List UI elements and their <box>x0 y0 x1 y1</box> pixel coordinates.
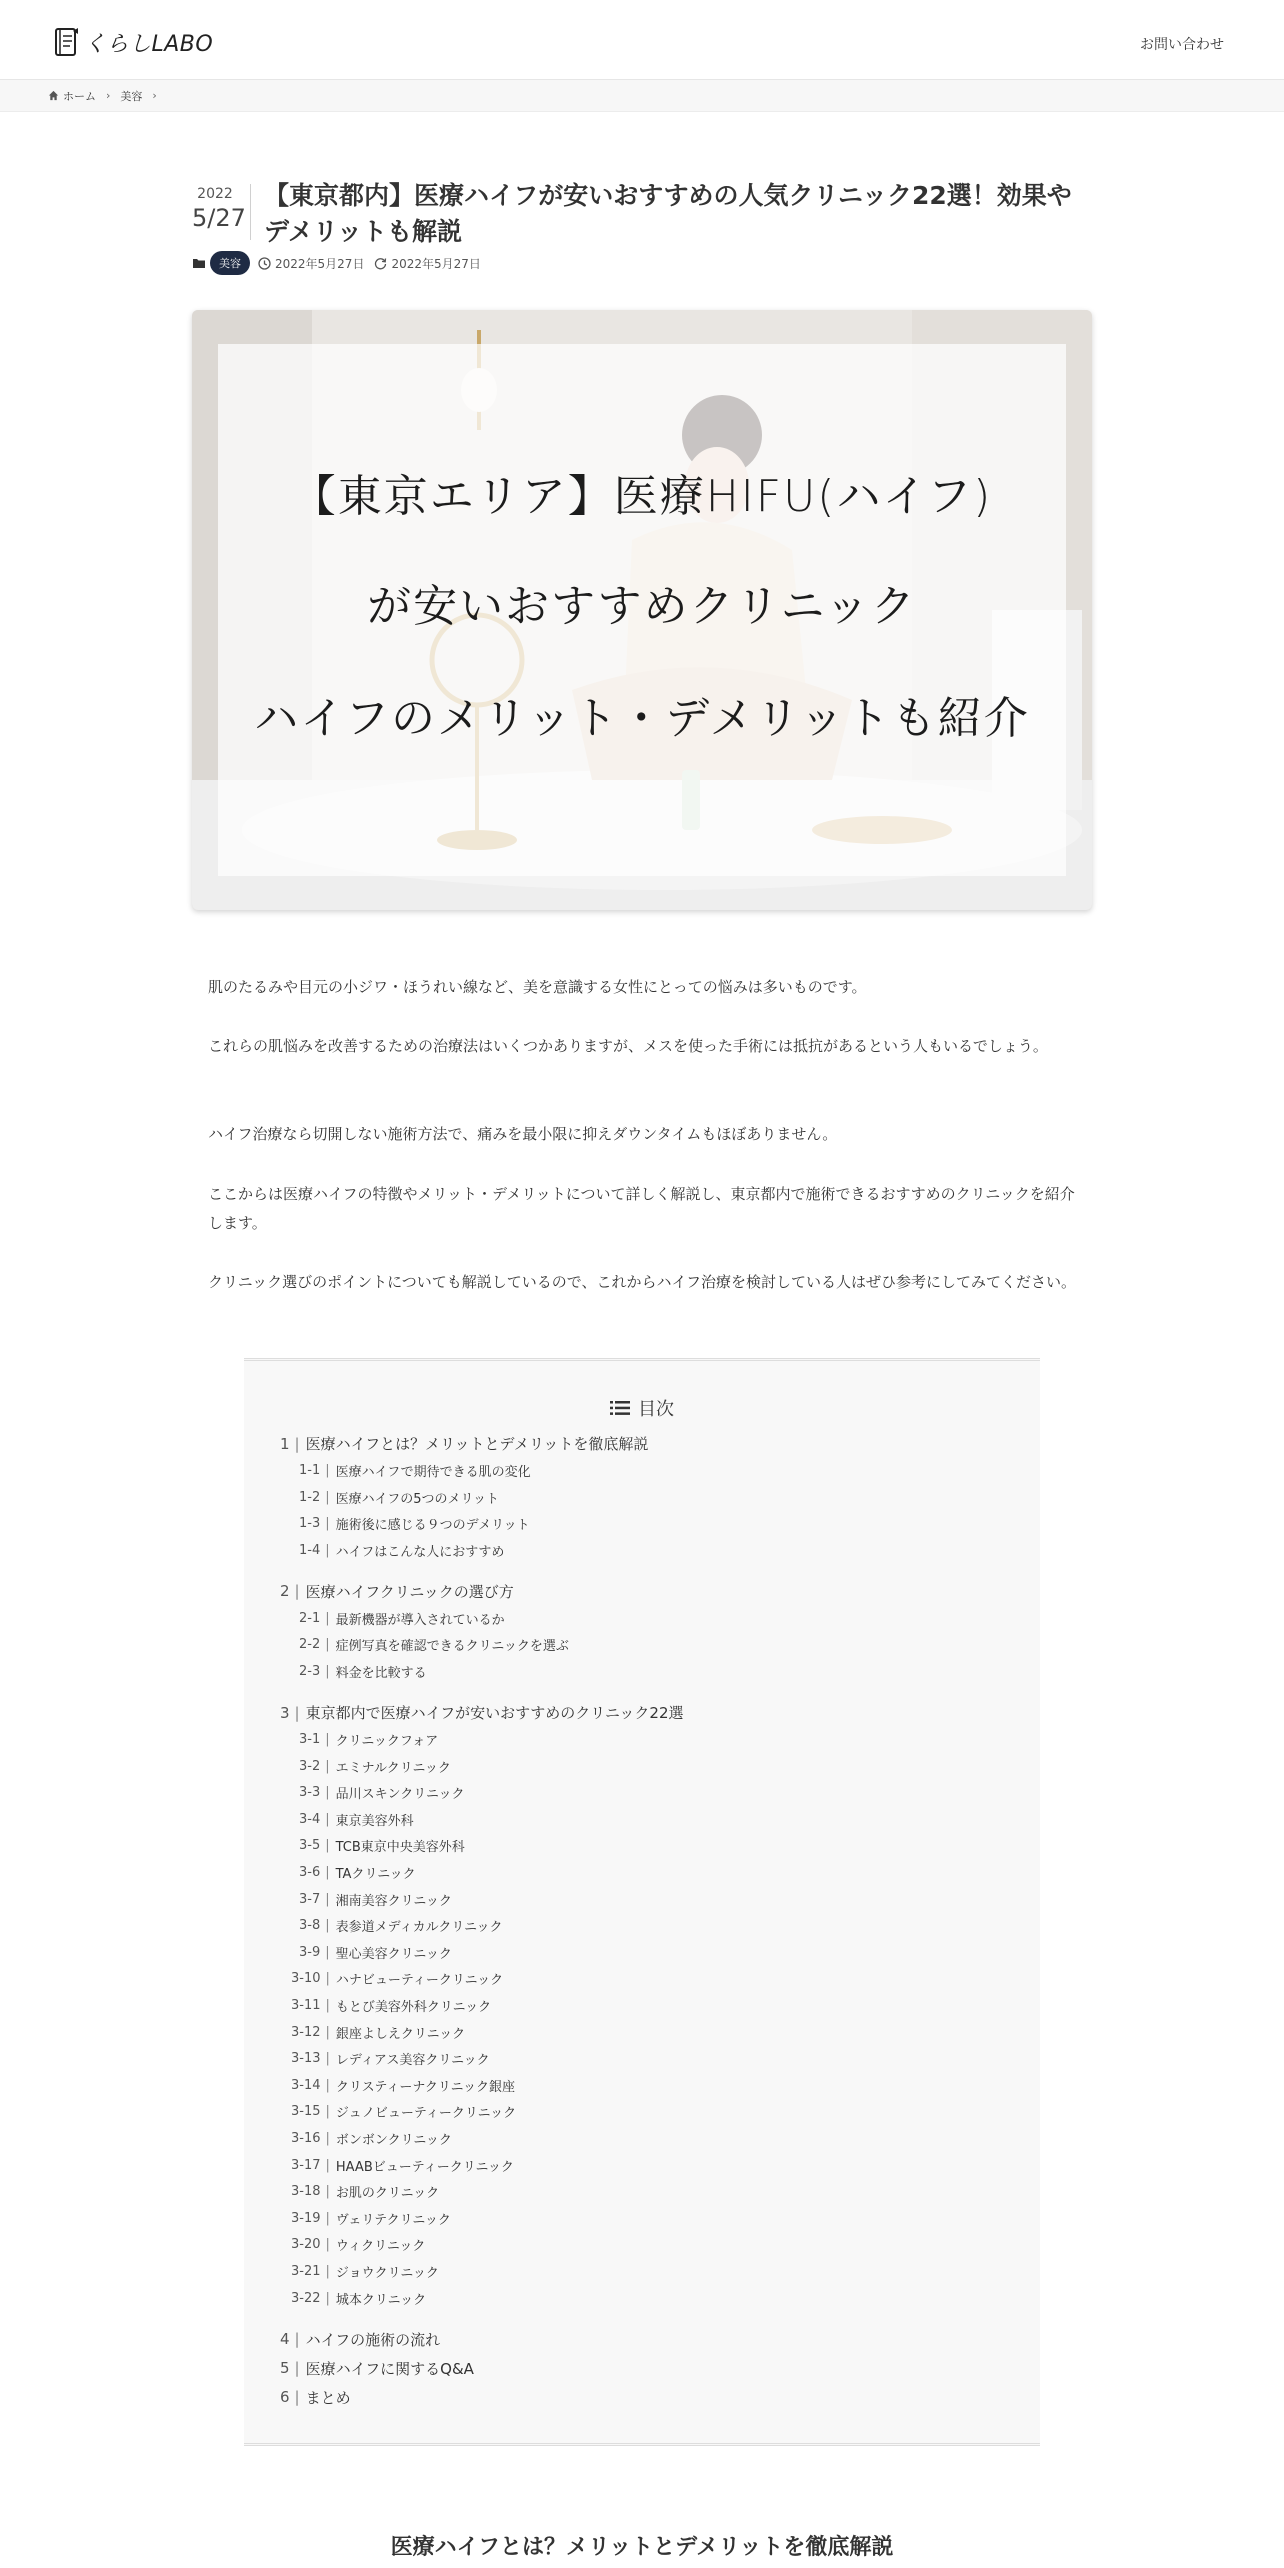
page-title: 【東京都内】医療ハイフが安いおすすめの人気クリニック22選！効果やデメリットも解説 <box>264 181 1072 247</box>
toc-subitem[interactable] <box>299 1514 530 1533</box>
toc-item-label: HAABビューティークリニック <box>335 2159 514 2175</box>
toc-item-number: 2-3 <box>299 1664 321 1679</box>
toc-subitem[interactable] <box>291 2129 452 2148</box>
toc-subitem[interactable] <box>291 2182 439 2201</box>
toc-subitem[interactable] <box>299 1943 452 1962</box>
toc-separator: | <box>325 1865 330 1880</box>
toc-item-number: 1 <box>280 1434 290 1453</box>
toc-subitem[interactable] <box>291 2235 425 2254</box>
toc-item-number: 2-1 <box>299 1610 321 1626</box>
toc-separator: | <box>325 1758 330 1774</box>
toc-separator: | <box>325 1732 330 1747</box>
site-logo[interactable] <box>52 26 213 58</box>
toc-item-number: 3-2 <box>299 1758 321 1774</box>
toc-title-label: 目次 <box>638 1399 674 1420</box>
toc-subitem[interactable] <box>291 2156 514 2175</box>
toc-item-number: 3-16 <box>291 2131 321 2146</box>
toc-separator: | <box>325 2290 330 2306</box>
toc-item-number: 3-9 <box>299 1944 321 1960</box>
toc-item-label: ウィクリニック <box>335 2239 426 2255</box>
toc-subitem[interactable] <box>299 1783 464 1802</box>
toc-item-number: 3-1 <box>299 1732 321 1747</box>
toc-item-label: レディアス美容クリニック <box>335 2053 490 2069</box>
toc-item-label: 料金を比較する <box>335 1666 427 1681</box>
toc-separator: | <box>325 1610 330 1626</box>
toc-item-label: クリスティーナクリニック銀座 <box>335 2079 516 2095</box>
toc-subitem[interactable] <box>299 1863 416 1882</box>
toc-item-label: 医療ハイフクリニックの選び方 <box>305 1582 514 1601</box>
toc-item[interactable] <box>280 2387 351 2408</box>
toc-item[interactable] <box>280 1702 684 1723</box>
home-icon <box>48 90 59 101</box>
post-meta <box>192 251 489 275</box>
toc-item-number: 3-15 <box>291 2104 321 2120</box>
toc-subitem[interactable] <box>299 1488 499 1507</box>
toc-item-label: クリニックフォア <box>335 1734 439 1749</box>
toc-item-number: 1-4 <box>299 1542 321 1558</box>
toc-item-number: 3-10 <box>291 1971 321 1987</box>
toc-item-number: 3-8 <box>299 1918 321 1934</box>
toc-separator: | <box>325 1637 330 1653</box>
toc-subitem[interactable] <box>291 2289 426 2308</box>
intro-paragraph: クリニック選びのポイントについても解説しているので、これからハイフ治療を検討している人はぜひ参考にしてみてください。 <box>208 1273 1077 1291</box>
toc-subitem[interactable] <box>299 1730 438 1749</box>
toc-item-label: 表参道メディカルクリニック <box>335 1920 503 1936</box>
intro-paragraph: 肌のたるみや目元の小ジワ・ほうれい線など、美を意識する女性にとっての悩みは多いものです。 <box>208 978 867 996</box>
toc-separator: | <box>325 2210 330 2226</box>
toc-separator: | <box>325 1918 330 1934</box>
toc-separator: | <box>325 1998 330 2013</box>
toc-item-label: 医療ハイフに関するQ&A <box>305 2359 474 2378</box>
breadcrumb-category[interactable]: 美容 <box>120 89 143 103</box>
toc-item-label: ハイフはこんな人におすすめ <box>335 1544 505 1560</box>
toc-item-label: ハイフの施術の流れ <box>305 2330 441 2349</box>
toc-item-number: 3-13 <box>291 2051 321 2067</box>
toc-item-number: 3-12 <box>291 2024 321 2040</box>
toc-separator: | <box>294 2388 300 2407</box>
toc-subitem[interactable] <box>299 1836 465 1855</box>
toc-item-number: 2 <box>280 1582 290 1601</box>
notebook-icon <box>52 26 80 58</box>
refresh-icon <box>374 257 387 270</box>
toc-item-label: 湘南美容クリニック <box>335 1893 452 1909</box>
toc-separator: | <box>325 2237 330 2253</box>
toc-item-label: 品川スキンクリニック <box>335 1787 465 1803</box>
toc-item-number: 3-11 <box>291 1998 321 2013</box>
intro-paragraph: ハイフ治療なら切開しない施術方法で、痛みを最小限に抑えダウンタイムもほぼありません。 <box>208 1125 838 1143</box>
intro-paragraph: ここからは医療ハイフの特徴やメリット・デメリットについて詳しく解説し、東京都内で施術できるおすすめのクリニックを紹介します。 <box>208 1185 1075 1232</box>
toc-separator: | <box>325 2024 330 2040</box>
toc-separator: | <box>325 1463 330 1478</box>
intro-paragraph: これらの肌悩みを改善するための治療法はいくつかありますが、メスを使った手術には抵抗があるという人もいるでしょう。 <box>208 1037 1048 1055</box>
toc-subitem[interactable] <box>291 2076 515 2095</box>
toc-item-label: ジョウクリニック <box>335 2266 439 2281</box>
post-date <box>192 186 246 232</box>
hero-image <box>192 310 1092 910</box>
published-date: 2022年5月27日 <box>275 256 365 271</box>
toc-separator: | <box>325 1489 330 1505</box>
toc-item-number: 3-6 <box>299 1865 321 1880</box>
breadcrumb-home[interactable] <box>48 88 96 104</box>
toc-item-number: 3-20 <box>291 2237 321 2253</box>
toc-separator: | <box>325 1516 330 1532</box>
toc-item-label: 東京都内で医療ハイフが安いおすすめのクリニック22選 <box>305 1704 684 1722</box>
toc-subitem[interactable] <box>291 2102 516 2121</box>
toc-item-label: お肌のクリニック <box>335 2186 440 2202</box>
toc-item-label: 医療ハイフで期待できる肌の変化 <box>335 1465 531 1480</box>
toc-item-label: TAクリニック <box>335 1867 416 1882</box>
toc-separator: | <box>325 1811 330 1827</box>
toc-item-number: 3-5 <box>299 1838 321 1854</box>
toc-item-number: 3-17 <box>291 2157 321 2173</box>
hero-caption-line-1: 【東京エリア】医療HIFU(ハイフ) <box>291 471 993 522</box>
site-header <box>0 0 1284 80</box>
chevron-right-icon: › <box>106 89 111 102</box>
toc-subitem[interactable] <box>299 1810 414 1829</box>
toc-item-number: 3-22 <box>291 2290 321 2306</box>
toc-item[interactable] <box>280 2358 474 2379</box>
toc-separator: | <box>325 1838 330 1854</box>
breadcrumb-home-label: ホーム <box>63 89 96 103</box>
toc-item-label: 医療ハイフとは？メリットとデメリットを徹底解説 <box>305 1435 649 1453</box>
toc-item-number: 1-2 <box>299 1489 321 1505</box>
toc-subitem[interactable] <box>299 1635 569 1654</box>
chevron-right-icon: › <box>152 89 157 102</box>
toc-item-number: 3-21 <box>291 2264 321 2279</box>
table-of-contents <box>244 1358 1040 2446</box>
toc-item-label: ハナビューティークリニック <box>335 1973 504 1989</box>
toc-subitem[interactable] <box>299 1541 504 1560</box>
toc-subitem[interactable] <box>291 2049 490 2068</box>
logo-text: くらしLABO <box>84 31 214 57</box>
toc-separator: | <box>325 2157 330 2173</box>
toc-separator: | <box>294 1582 300 1601</box>
toc-item-label: 症例写真を確認できるクリニックを選ぶ <box>335 1639 569 1655</box>
clock-icon <box>258 257 271 270</box>
toc-subitem[interactable] <box>291 2209 451 2228</box>
toc-item-number: 1-1 <box>299 1463 321 1478</box>
toc-item-label: 東京美容外科 <box>335 1813 414 1829</box>
toc-separator: | <box>325 1944 330 1960</box>
breadcrumb <box>0 80 1284 112</box>
toc-item-label: 医療ハイフの5つのメリット <box>335 1491 499 1507</box>
toc-separator: | <box>325 2051 330 2067</box>
toc-item-label: エミナルクリニック <box>335 1760 451 1776</box>
toc-item-number: 3-14 <box>291 2077 321 2093</box>
toc-item-number: 3-3 <box>299 1785 321 1801</box>
hero-caption-line-3: ハイフのメリット・デメリットも紹介 <box>254 693 1030 744</box>
toc-separator: | <box>325 1785 330 1801</box>
toc-subitem[interactable] <box>299 1609 505 1628</box>
toc-separator: | <box>325 2264 330 2279</box>
toc-item-number: 6 <box>280 2388 290 2407</box>
toc-subitem[interactable] <box>299 1757 451 1776</box>
toc-item-label: ボンボンクリニック <box>335 2133 452 2148</box>
updated-date: 2022年5月27日 <box>391 256 481 271</box>
toc-item-label: 最新機器が導入されているか <box>335 1612 505 1628</box>
toc-subitem[interactable] <box>299 1916 503 1935</box>
toc-item-number: 4 <box>280 2330 290 2349</box>
toc-subitem[interactable] <box>291 1969 503 1988</box>
toc-item-number: 3-18 <box>291 2184 321 2200</box>
toc-subitem[interactable] <box>291 1996 491 2015</box>
toc-subitem[interactable] <box>299 1890 452 1909</box>
toc-item-label: もとび美容外科クリニック <box>335 2000 492 2015</box>
toc-separator: | <box>325 1664 330 1679</box>
toc-subitem[interactable] <box>291 2262 439 2281</box>
toc-separator: | <box>294 2359 300 2378</box>
toc-title <box>244 1395 1040 1421</box>
toc-item-label: ジュノビューティークリニック <box>335 2106 517 2122</box>
toc-item-number: 5 <box>280 2359 290 2378</box>
post-month-day: 5/27 <box>192 204 246 232</box>
toc-separator: | <box>325 1971 330 1987</box>
post-year: 2022 <box>197 186 233 202</box>
toc-separator: | <box>294 2330 300 2349</box>
toc-item-label: TCB東京中央美容外科 <box>335 1840 465 1856</box>
toc-separator: | <box>294 1434 300 1453</box>
toc-item[interactable] <box>280 1433 648 1454</box>
hero-caption-line-2: が安いおすすめクリニック <box>367 581 917 632</box>
toc-item-label: 城本クリニック <box>335 2292 427 2308</box>
toc-subitem[interactable] <box>291 2023 465 2042</box>
toc-item-label: 施術後に感じる９つのデメリット <box>335 1518 530 1534</box>
toc-subitem[interactable] <box>299 1461 531 1480</box>
toc-separator: | <box>325 1542 330 1558</box>
toc-item-number: 1-3 <box>299 1516 321 1532</box>
date-divider <box>250 184 251 240</box>
toc-separator: | <box>294 1703 300 1722</box>
toc-item-number: 3-4 <box>299 1811 321 1827</box>
category-badge[interactable]: 美容 <box>210 251 250 275</box>
toc-item[interactable] <box>280 1581 514 1602</box>
toc-separator: | <box>325 2184 330 2200</box>
toc-item-label: まとめ <box>305 2388 351 2407</box>
toc-item-number: 3-7 <box>299 1891 321 1907</box>
toc-separator: | <box>325 2104 330 2120</box>
toc-separator: | <box>325 1891 330 1907</box>
list-icon <box>610 1400 630 1416</box>
toc-item-number: 3-19 <box>291 2210 321 2226</box>
toc-item[interactable] <box>280 2329 440 2350</box>
toc-separator: | <box>325 2077 330 2093</box>
toc-item-label: ヴェリテクリニック <box>335 2212 451 2228</box>
toc-item-number: 2-2 <box>299 1637 321 1653</box>
toc-subitem[interactable] <box>299 1662 427 1681</box>
toc-separator: | <box>325 2131 330 2146</box>
section-heading: 医療ハイフとは？メリットとデメリットを徹底解説 <box>390 2535 894 2560</box>
toc-item-label: 銀座よしえクリニック <box>335 2026 466 2042</box>
folder-icon <box>192 257 206 269</box>
toc-item-label: 聖心美容クリニック <box>335 1946 452 1962</box>
toc-item-number: 3 <box>280 1703 290 1722</box>
contact-link[interactable]: お問い合わせ <box>1140 37 1224 53</box>
